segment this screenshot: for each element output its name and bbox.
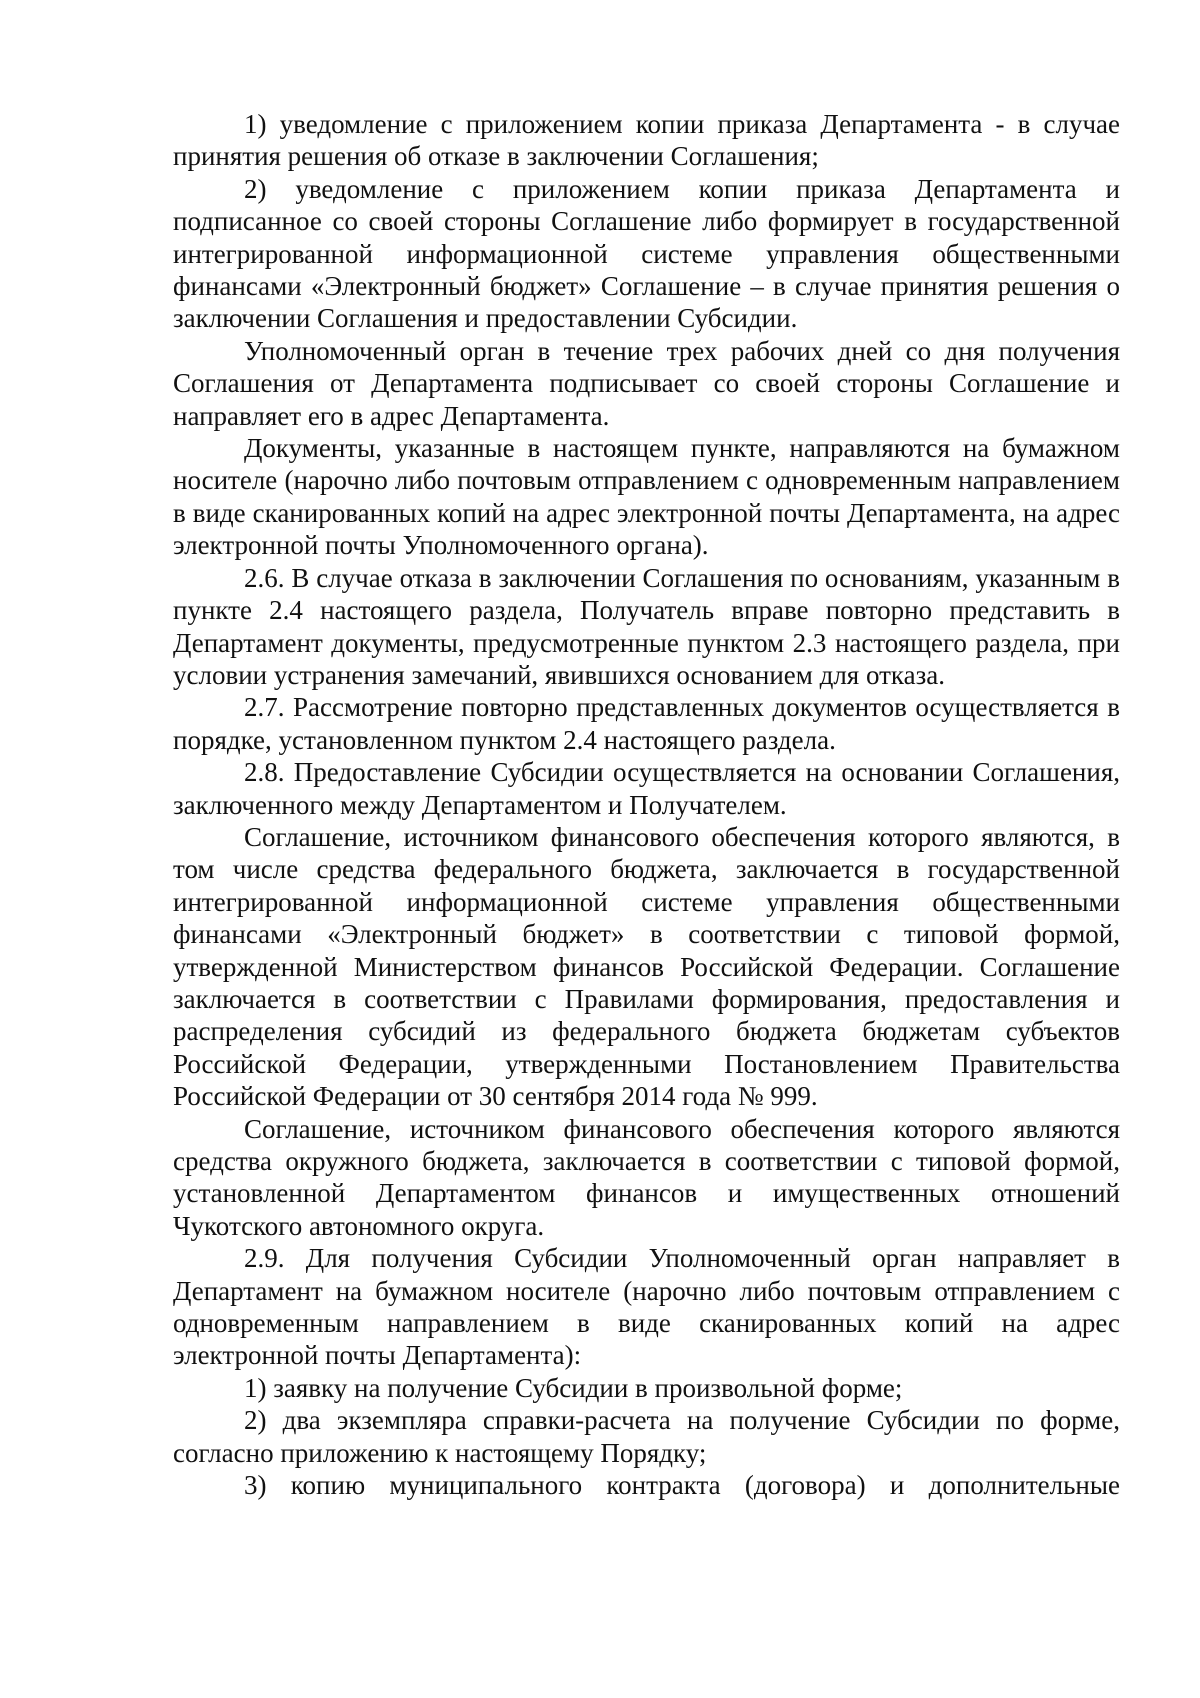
paragraph-notice-agreement: 2) уведомление с приложением копии приказа Департамента и подписанное со своей стороны Соглашение либо формирует в государственной интегрированной информационной системе управления общественными финансами «Электронный бюджет» Соглашение – в случае принятия решения о заключении Соглашения и предоставлении Субсидии.	[173, 173, 1120, 334]
paragraph-clause-2-8: 2.8. Предоставление Субсидии осуществляется на основании Соглашения, заключенного между Департаментом и Получателем.	[173, 757, 1120, 820]
paragraph-notice-refusal: 1) уведомление с приложением копии приказа Департамента - в случае принятия решения об отказе в заключении Соглашения;	[173, 109, 1120, 172]
paragraph-clause-2-7: 2.7. Рассмотрение повторно представленных документов осуществляется в порядке, установленном пунктом 2.4 настоящего раздела.	[173, 692, 1120, 755]
list-item-calculation-certificate: 2) два экземпляра справки-расчета на получение Субсидии по форме, согласно приложению к настоящему Порядку;	[173, 1405, 1120, 1468]
paragraph-authorized-body-signing: Уполномоченный орган в течение трех рабочих дней со дня получения Соглашения от Департамента подписывает со своей стороны Соглашение и направляет его в адрес Департамента.	[173, 335, 1120, 431]
paragraph-district-budget-agreement: Соглашение, источником финансового обеспечения которого являются средства окружного бюджета, заключается в соответствии с типовой формой, установленной Департаментом финансов и имущественных отношений Чукотского автономного округа.	[173, 1113, 1120, 1241]
paragraph-clause-2-6: 2.6. В случае отказа в заключении Соглашения по основаниям, указанным в пункте 2.4 настоящего раздела, Получатель вправе повторно представить в Департамент документы, предусмотренные пунктом 2.3 настоящего раздела, при условии устранения замечаний, явившихся основанием для отказа.	[173, 562, 1120, 690]
document-page	[173, 108, 1120, 1501]
paragraph-clause-2-9: 2.9. Для получения Субсидии Уполномоченный орган направляет в Департамент на бумажном носителе (нарочно либо почтовым отправлением с одновременным направлением в виде сканированных копий на адрес электронной почты Департамента):	[173, 1243, 1120, 1371]
paragraph-documents-delivery: Документы, указанные в настоящем пункте, направляются на бумажном носителе (нарочно либо почтовым отправлением с одновременным направлением в виде сканированных копий на адрес электронной почты Департамента, на адрес электронной почты Уполномоченного органа).	[173, 433, 1120, 561]
list-item-application: 1) заявку на получение Субсидии в произвольной форме;	[244, 1372, 903, 1403]
list-item-contract-copy: 3) копию муниципального контракта (договора) и дополнительные	[244, 1470, 1120, 1501]
paragraph-federal-budget-agreement: Соглашение, источником финансового обеспечения которого являются, в том числе средства федерального бюджета, заключается в государственной интегрированной информационной системе управления общественными финансами «Электронный бюджет» в соответствии с типовой формой, утвержденной Министерством финансов Российской Федерации. Соглашение заключается в соответствии с Правилами формирования, предоставления и распределения субсидий из федерального бюджета бюджетам субъектов Российской Федерации, утвержденными Постановлением Правительства Российской Федерации от 30 сентября 2014 года № 999.	[173, 821, 1120, 1112]
